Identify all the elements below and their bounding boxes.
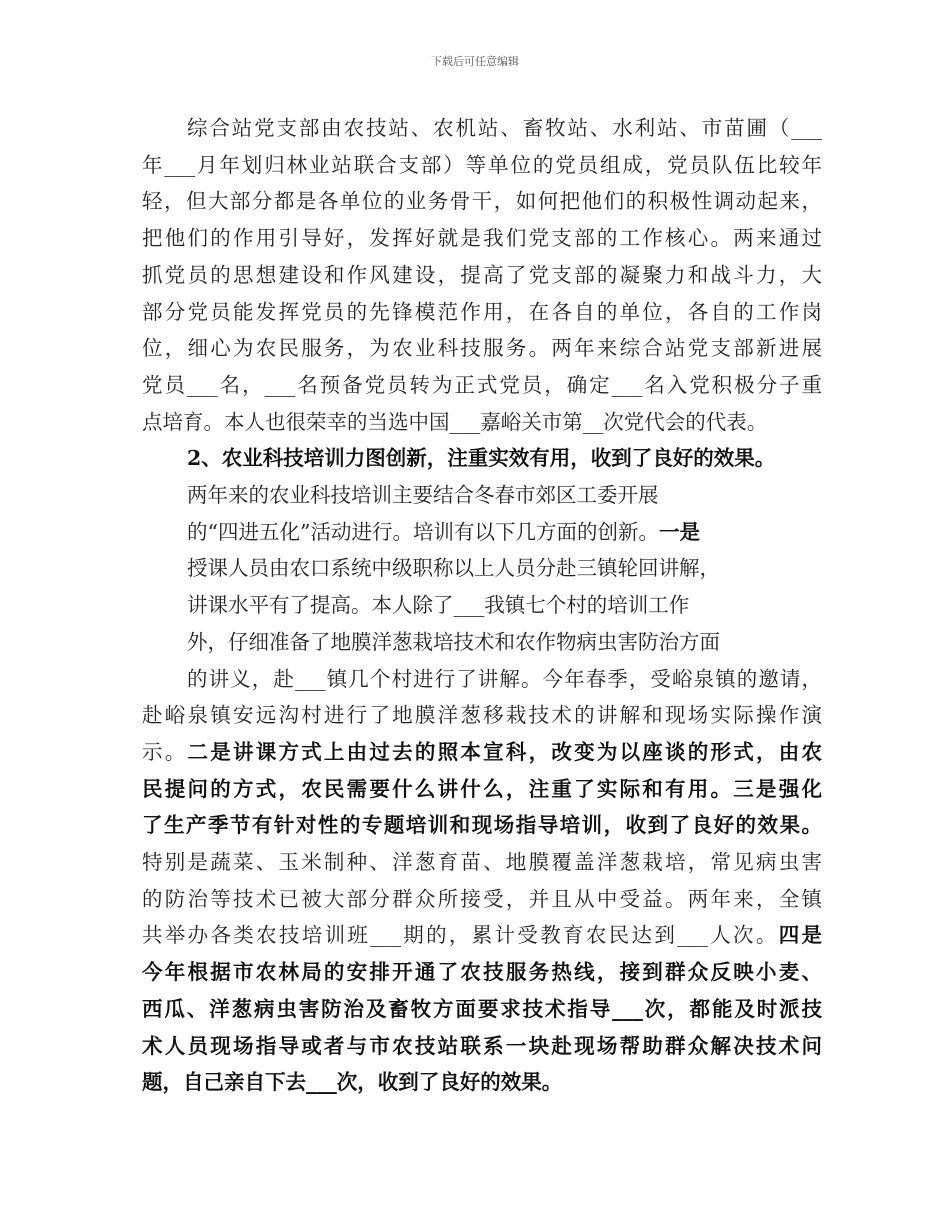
text-segment: 年___月年划归林业站联合支部）等单位的党员组成，党员队伍比较年 bbox=[142, 152, 822, 177]
bold-text: 西瓜、洋葱病虫害防治及畜牧方面要求技术指导___次，都能及时派技 bbox=[142, 996, 822, 1021]
text-segment: 轻，但大部分都是各单位的业务骨干，如何把他们的积极性调动起来， bbox=[142, 189, 822, 214]
bold-text: 术人员现场指导或者与市农技站联系一块赴现场帮助群众解决技术问 bbox=[142, 1033, 822, 1058]
text-segment: 赴峪泉镇安远沟村进行了地膜洋葱移栽技术的讲解和现场实际操作演 bbox=[142, 703, 822, 728]
text-segment: 党员___名，___名预备党员转为正式党员，确定___名入党积极分子重 bbox=[142, 372, 822, 397]
text-line bbox=[142, 257, 822, 293]
text-line bbox=[187, 477, 822, 513]
text-line bbox=[187, 440, 822, 476]
text-segment: 的“四进五化”活动进行。培训有以下几方面的创新。 bbox=[187, 519, 659, 544]
text-line bbox=[142, 697, 822, 733]
text-line bbox=[142, 404, 822, 440]
text-line bbox=[142, 954, 822, 990]
text-line bbox=[142, 1028, 822, 1064]
bold-text: 二是讲课方式上由过去的照本宣科，改变为以座谈的形式，由农 bbox=[187, 739, 822, 764]
text-line bbox=[142, 734, 822, 770]
bold-text: 今年根据市农林局的安排开通了农技服务热线，接到群众反映小麦、 bbox=[142, 960, 822, 985]
text-segment: 的防治等技术已被大部分群众所接受，并且从中受益。两年来，全镇 bbox=[142, 886, 822, 911]
text-segment: 的讲义，赴___镇几个村进行了讲解。今年春季，受峪泉镇的邀请， bbox=[187, 666, 822, 691]
text-segment: 把他们的作用引导好，发挥好就是我们党支部的工作核心。两来通过 bbox=[142, 226, 822, 251]
text-line bbox=[142, 220, 822, 256]
text-line bbox=[142, 183, 822, 219]
text-line bbox=[187, 110, 822, 146]
text-segment: 授课人员由农口系统中级职称以上人员分赴三镇轮回讲解， bbox=[187, 556, 720, 581]
text-segment: 点培育。本人也很荣幸的当选中国___嘉峪关市第__次党代会的代表。 bbox=[142, 409, 768, 434]
bold-text: 2、农业科技培训力图创新，注重实效有用，收到了良好的效果。 bbox=[187, 446, 776, 471]
text-line bbox=[142, 807, 822, 843]
text-line bbox=[142, 844, 822, 880]
text-segment: 外，仔细准备了地膜洋葱栽培技术和农作物病虫害防治方面 bbox=[187, 629, 720, 654]
text-line bbox=[142, 294, 822, 330]
bold-text: 民提问的方式，农民需要什么讲什么，注重了实际和有用。三是强化 bbox=[142, 776, 822, 801]
text-line bbox=[142, 367, 822, 403]
text-segment: 抓党员的思想建设和作风建设，提高了党支部的凝聚力和战斗力，大 bbox=[142, 262, 822, 287]
text-line bbox=[142, 147, 822, 183]
text-segment: 特别是蔬菜、玉米制种、洋葱育苗、地膜覆盖洋葱栽培，常见病虫害 bbox=[142, 850, 822, 874]
text-segment: 共举办各类农技培训班___期的，累计受教育农民达到___人次。 bbox=[142, 923, 779, 948]
bold-text: 了生产季节有针对性的专题培训和现场指导培训，收到了良好的效果。 bbox=[142, 813, 822, 838]
text-line bbox=[187, 587, 822, 623]
text-segment: 位，细心为农民服务，为农业科技服务。两年来综合站党支部新进展 bbox=[142, 336, 822, 361]
bold-text: 一是 bbox=[658, 519, 700, 544]
text-line bbox=[142, 881, 822, 917]
bold-text: 题，自己亲自下去___次，收到了良好的效果。 bbox=[142, 1070, 563, 1095]
text-line bbox=[142, 771, 822, 807]
bold-text: 四是 bbox=[778, 923, 822, 948]
text-line bbox=[142, 330, 822, 366]
text-line bbox=[187, 661, 822, 697]
text-line bbox=[142, 917, 822, 953]
page-header: 下载后可任意编辑 bbox=[431, 55, 519, 68]
text-line bbox=[187, 624, 822, 660]
text-segment: 部分党员能发挥党员的先锋模范作用，在各自的单位，各自的工作岗 bbox=[142, 299, 822, 324]
text-line bbox=[142, 1064, 822, 1100]
text-line bbox=[187, 550, 822, 586]
text-line bbox=[187, 514, 822, 550]
text-segment: 两年来的农业科技培训主要结合冬春市郊区工委开展 bbox=[187, 483, 659, 507]
text-segment: 综合站党支部由农技站、农机站、畜牧站、水利站、市苗圃（___ bbox=[187, 116, 822, 140]
text-segment: 讲课水平有了提高。本人除了___我镇七个村的培训工作 bbox=[187, 593, 690, 618]
text-segment: 示。 bbox=[142, 739, 188, 764]
text-line bbox=[142, 991, 822, 1027]
